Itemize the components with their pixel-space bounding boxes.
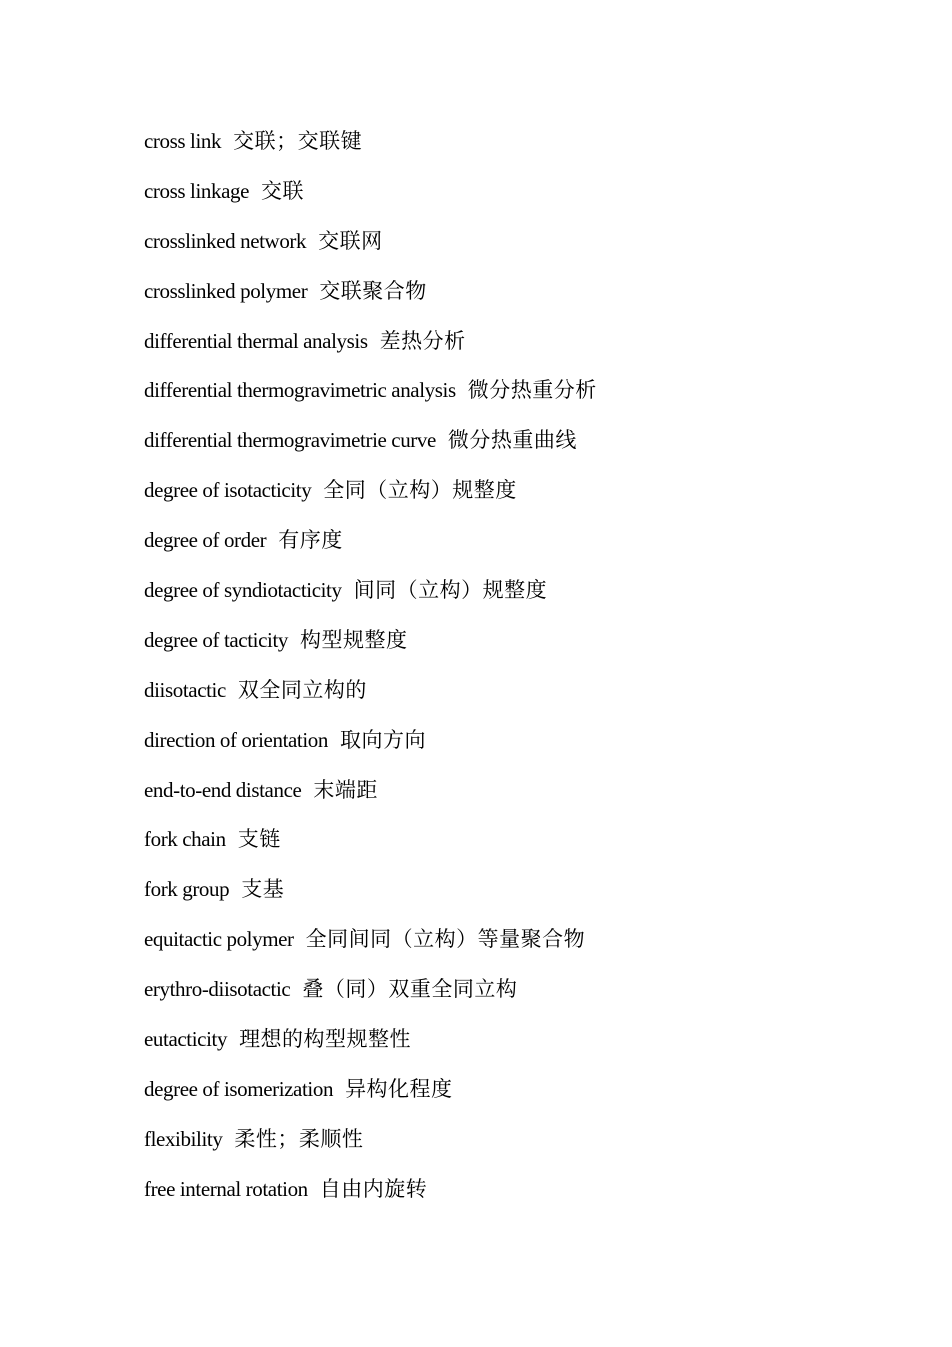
- entry-translation: 取向方向: [340, 727, 427, 752]
- entry-term: fork group: [144, 877, 230, 902]
- entry-translation: 理想的构型规整性: [239, 1027, 412, 1052]
- entry-translation: 双全同立构的: [237, 677, 367, 702]
- glossary-entry: [144, 1170, 864, 1220]
- glossary-entry: [144, 272, 864, 322]
- entry-term: degree of syndiotacticity: [144, 578, 342, 603]
- entry-translation: 交联聚合物: [319, 278, 427, 303]
- entry-translation: 支基: [241, 877, 285, 902]
- entry-translation: 构型规整度: [299, 627, 408, 652]
- glossary-entry: [144, 421, 864, 471]
- glossary-list: [144, 122, 864, 1220]
- glossary-entry: [144, 621, 864, 671]
- glossary-entry: [144, 870, 864, 920]
- entry-term: fork chain: [144, 827, 226, 852]
- entry-term: diisotactic: [144, 677, 226, 702]
- entry-term: cross linkage: [144, 178, 250, 203]
- entry-term: differential thermogravimetrie curve: [144, 428, 436, 453]
- glossary-entry: [144, 122, 864, 172]
- glossary-entry: [144, 222, 864, 272]
- glossary-entry: [144, 1120, 864, 1170]
- entry-translation: 交联网: [318, 228, 383, 253]
- entry-translation: 末端距: [313, 777, 378, 802]
- entry-term: cross link: [144, 129, 222, 153]
- glossary-entry: [144, 920, 864, 970]
- glossary-entry: [144, 571, 864, 621]
- entry-translation: 全同间同（立构）等量聚合物: [305, 927, 586, 952]
- entry-term: erythro-diisotactic: [144, 977, 291, 1002]
- entry-term: degree of isomerization: [144, 1076, 334, 1101]
- entry-term: free internal rotation: [144, 1176, 308, 1201]
- glossary-entry: [144, 671, 864, 721]
- glossary-entry: [144, 172, 864, 222]
- entry-term: differential thermal analysis: [144, 328, 368, 353]
- entry-term: crosslinked network: [144, 228, 307, 253]
- entry-term: equitactic polymer: [144, 927, 294, 952]
- glossary-entry: [144, 521, 864, 571]
- entry-translation: 微分热重曲线: [447, 428, 577, 453]
- entry-term: degree of tacticity: [144, 627, 288, 652]
- glossary-entry: [144, 471, 864, 521]
- entry-term: flexibility: [144, 1126, 223, 1151]
- entry-translation: 交联: [261, 178, 305, 203]
- entry-translation: 间同（立构）规整度: [353, 578, 548, 603]
- glossary-entry: [144, 1020, 864, 1070]
- entry-translation: 自由内旋转: [319, 1176, 428, 1201]
- entry-translation: 叠（同）双重全同立构: [302, 977, 518, 1002]
- entry-term: differential thermogravimetric analysis: [144, 378, 456, 403]
- entry-translation: 微分热重分析: [467, 378, 597, 403]
- entry-translation: 交联；交联键: [233, 129, 363, 153]
- glossary-entry: [144, 1070, 864, 1120]
- entry-term: crosslinked polymer: [144, 278, 308, 303]
- glossary-entry: [144, 371, 864, 421]
- entry-translation: 差热分析: [379, 328, 466, 353]
- entry-term: direction of orientation: [144, 727, 329, 752]
- entry-term: eutacticity: [144, 1027, 228, 1052]
- entry-term: end-to-end distance: [144, 777, 302, 802]
- glossary-entry: [144, 820, 864, 870]
- glossary-entry: [144, 322, 864, 372]
- entry-translation: 全同（立构）规整度: [323, 478, 517, 503]
- entry-translation: 异构化程度: [345, 1076, 453, 1101]
- entry-translation: 支链: [237, 827, 281, 852]
- entry-term: degree of order: [144, 528, 267, 553]
- glossary-entry: [144, 771, 864, 821]
- entry-translation: 柔性；柔顺性: [234, 1126, 364, 1151]
- glossary-entry: [144, 970, 864, 1020]
- entry-translation: 有序度: [278, 528, 343, 553]
- entry-term: degree of isotacticity: [144, 478, 312, 503]
- glossary-entry: [144, 721, 864, 771]
